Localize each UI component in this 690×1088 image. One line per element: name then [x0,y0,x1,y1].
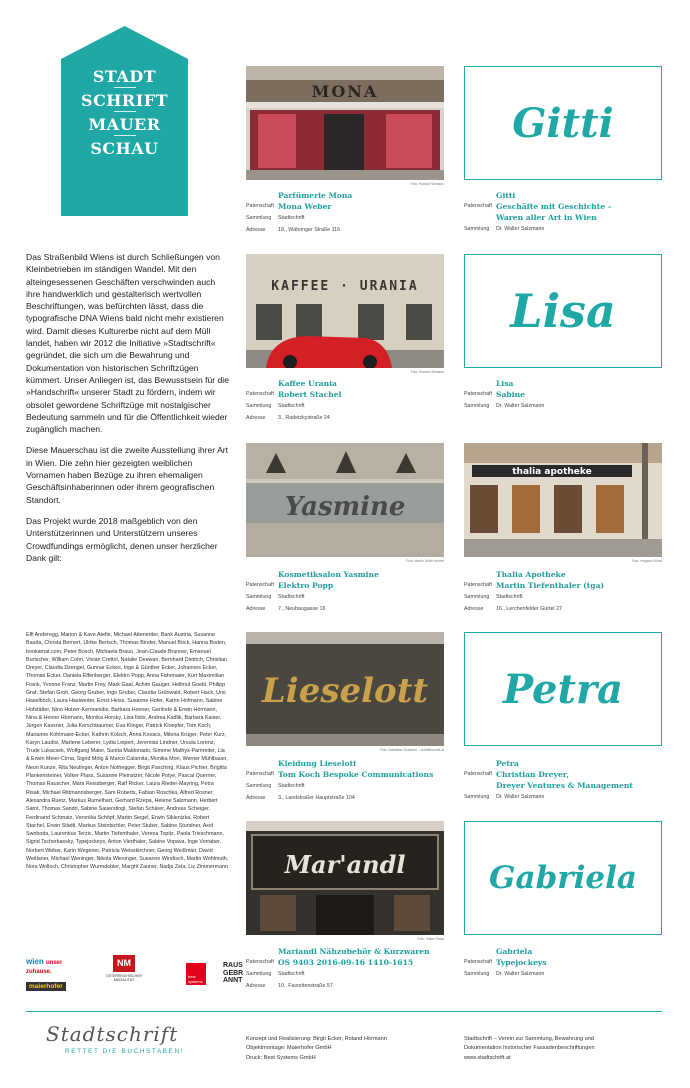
caption-kleidung-lieselott [246,758,456,804]
sammlung-value: Stadtschrift [278,403,305,409]
photo-credit: Foto: Irmgard Grössl [631,559,662,563]
adresse-value: 16., Lerchenfelder Gürtel 27 [496,606,562,612]
adresse-value: 18., Währinger Straße 116 [278,227,341,233]
nm-logo-caption: OSTERREICHISCHER MEDIALITÄT [105,974,143,982]
stadtschrift-mauerschau-badge [61,26,188,216]
thalia-storefront [464,443,662,557]
photo-credit: Foto: Sebastian Schubert – schriftmuehle.at [379,748,444,752]
caption-title: Petra [496,759,519,768]
raus-gebrannt-logo: RAUS GEBR ANNT [223,962,244,984]
patenschaft-label: Patenschaft [464,959,492,965]
badge-rule [114,111,136,112]
photo-thalia-apotheke [464,443,662,557]
adresse-label: Adresse [246,606,266,612]
svg-text:Lieselott: Lieselott [261,671,429,711]
adresse-label: Adresse [246,983,266,989]
caption-mariandl [246,946,456,992]
sammlung-label: Sammlung [464,226,490,232]
stadtschrift-logo-script: Stadtschrift [46,1022,179,1046]
footer-line: Stadtschrift – Verein zur Sammlung, Bewahrung und [464,1036,594,1042]
sammlung-value: Dr. Walter Salzmann [496,403,545,409]
footer-line[interactable]: www.stadtschrift.at [464,1054,511,1061]
adresse-label: Adresse [246,415,266,421]
patenschaft-value-line2: Dreyer Ventures & Management [496,781,633,790]
script-name: Lisa [510,284,616,338]
caption-parfuemerie-mona [246,190,446,236]
adresse-value: 3., Radetzkystraße 24 [278,415,330,421]
patenschaft-label: Patenschaft [464,582,492,588]
caption-lisa [464,378,664,412]
photo-credit: Foto: Volker Plass [417,937,444,941]
intro-paragraph: Das Straßenbild Wiens ist durch Schließungen von Kleinbetrieben im ständigen Wandel. Mit den alteingesessenen Geschäften verschwinden auch ihre handwerklich und gestalterisch wertvollen Beschriftungen, was befürchten lässt, dass die typografische DNA Wiens bald nicht mehr existieren wird. Damit dieses Kulturerbe nicht auf dem Müll landet, haben wir 2012 die Initiative »Stadtschrift« gegründet, die sich um die Bewahrung und Dokumentation von historischen Schriftzügen kümmert. Unser Anliegen ist, das Bewusstsein für die »Handschrift« unserer Stadt zu fördern, indem wir obsolet gewordene Schriftzüge mit nostalgischer Bedeutung sammeln und für die Öffentlichkeit wieder zugänglich machen. [26,252,229,435]
badge-word: STADT [92,67,157,86]
svg-text:MONA: MONA [311,82,379,101]
lieselott-sign [246,632,444,746]
caption-title: Gitti [496,191,516,200]
wien-logo-slogan: unser zuhause. [26,960,63,975]
nm-logo-mark: NM [113,955,135,972]
script-name: Gabriela [489,860,637,896]
patenschaft-value: Mona Weber [278,202,332,211]
footer-line: Druck: Best Systems GmbH [246,1054,316,1061]
patenschaft-value: Martin Tiefenthaler (tga) [496,581,605,590]
footer-line: Objektmontage: Maierhofer GmbH [246,1045,332,1052]
sammlung-label: Sammlung [464,971,490,977]
badge-rule [114,87,136,88]
photo-mariandl [246,821,444,935]
photo-credit: Foto: Roland Hörmann [410,182,444,186]
mariandl-sign [246,821,444,935]
intro-text [26,251,229,573]
sammlung-label: Sammlung [464,794,490,800]
photo-credit: Foto: Martin Ulrich Kehrer [406,559,444,563]
patenschaft-value: Robert Stachel [278,390,342,399]
caption-title: Gabriela [496,947,533,956]
svg-text:Mar'andl: Mar'andl [284,850,406,879]
namebox-gabriela [464,821,662,935]
badge-words [61,66,188,159]
sammlung-label: Sammlung [246,783,272,789]
caption-title: Thalia Apotheke [496,570,566,579]
mona-storefront [246,66,444,180]
sammlung-label: Sammlung [246,403,272,409]
svg-text:thalia apotheke: thalia apotheke [512,467,592,477]
sammlung-label: Sammlung [464,403,490,409]
caption-gitti [464,190,664,235]
adresse-value: 10., Favoritenstraße 57 [278,983,333,989]
sammlung-value: Stadtschrift [278,971,305,977]
sammlung-value: Stadtschrift [496,594,523,600]
patenschaft-label: Patenschaft [246,391,274,397]
caption-title: Mariandl Nähzubehör & Kurzwaren [278,947,430,956]
wien-logo-word: wien [26,957,44,966]
caption-title: Kaffee Urania [278,379,337,388]
best-systems-logo: best systems [186,963,206,985]
patenschaft-value: Typejockeys [496,958,547,967]
nm-logo [102,955,146,991]
caption-title: Kleidung Lieselott [278,759,357,768]
svg-text:Yasmine: Yasmine [284,492,406,522]
yasmine-sign [246,443,444,557]
namebox-gitti [464,66,662,180]
patenschaft-value: Elektro Popp [278,581,334,590]
patenschaft-label: Patenschaft [246,771,274,777]
footer-line: Dokumentation historischer Fassadenbeschriftungen [464,1045,595,1052]
sammlung-label: Sammlung [246,594,272,600]
sammlung-value: Dr. Walter Salzmann [496,226,545,232]
badge-word: SCHRIFT [81,91,168,110]
namebox-lisa [464,254,662,368]
sammlung-label: Sammlung [246,971,272,977]
footer-divider [26,1011,662,1012]
namebox-petra [464,632,662,746]
script-name: Petra [503,665,623,713]
photo-parfuemerie-mona [246,66,444,180]
supporters-list: Elfi Anderegg, Marion & Kave Atefie, Michael Attenerder, Bank Austria, Susanne Bauda, Christa Bernert, Ulrike Bertsch, Thomas Binder, Manuel Böck, Hanna Boden, bookamat.com, Peter Bosch, Michaela Braun, Jean-Claude Brunner, Emanuel Burtscher, William Cohn, Vivian Crettol, Natalie Deewan, Bernhard Dietrich, Christian Dreyer, Claudia Dzengel, Gunnar Eckes, Inge & Günther Ecker, Johannes Ecker, Thomas Ecker, Daniela Effenberger, Elektro Popp, Anna Fahrmaier, Kurt Maximilian Frank, Yvonne Franz, Martin Frey, Mark Gaal, Achim Gauger, Hellmut Goebl, Philipp Graf, Stefan Groh, Georg Gruber, Ingo Gruber, Claudia Grünwald, Robert Hack, Ursi Haselböck, Laura Hasiweder, Ernst Heiss, Susanne Hofer, Katrin Hofmann, Sabine Hofstätter, Nino Holzer-Kermanidis, Barbara Honner, Gerlinde & Erwin Hörmann, Nina & Henno Hörmann, Monika Horsky, Lisa Ilsits, Andrea Kadlik, Barbara Kaiser, Jürgen Kassner, Julia Kerschbaumer, Eva Klinger, Patrick Kloepfer, Tom Koch, Marianne Kohlmaier-Ecker, Kathrin Kölsch, Anna Kovacs, Milena Krüger, Peter Kurz, Karyn Laudisi, Marlene Leberer, Lydia Leipert, Jeremias Lindner, Ursula Lorenz, Trude Lukacsek, Wolfgang Maier, Sunita Maldonado, Simone Mathys-Parnreiter, Lia & Erwin Meier-Cirna, Sigrid Mölg & Marco Calamita, Monika Mori, Werner Mühlbauer, Neon Kunze, Rita Neulinger, Anton Nothegger, Birgit Pasching, Klaus Pichler, Brigitta Plankensteiner, Volker Plass, Susanne Pleinstzer, Nicole Potye, Pascal Querner, Thomas Rauscher, Mara Reissberger, Ralf Ricker, Laura Rieder-Mayring, Petra Risak, Michael Rittmannsberger, Sam Roberts, Fabian Roschka, Alfred Rosner, Alexandra Ruetz, Markus Rumelhart, Gerhard Rzepa, Helene Salzmann, Herbert Samt, Thomas Sandri, Sabine Sauerstingl, Stefan Schärer, Andreas Scheiger, Ferdinand Schmatz, Veronika Schöpf, Martin Siegel, Erwin Siklenizka, Robert Stachel, Erwin Städtl, Markus Steinbichler, Peter Stuber, Sabine Stundner, Axel Swoboda, Laurentius Terzic, Martin Tiefenthaler, Verena Topitz, Paola Trieschmann, Sigrid Tscherkassky, Typejockeys, Anton Vierthaler, Sabine Vopava, Inge Vorraber, Norbert Weber, Karin Wegener, Patricia Weisskirchner, Georg Weißmair, David Weitlaner, Michael Weninger, Nikola Wiesinger, Susanne Windisch, Martin Wohlmuth, Nora Wolloch, Christopher Wurmdobler, Margrit Zauner, Nadja Zela, Liz Zimmermann [26,632,229,871]
adresse-label: Adresse [246,227,266,233]
sammlung-value: Stadtschrift [278,594,305,600]
footer-association [464,1035,674,1063]
caption-petra [464,758,664,803]
sammlung-label: Sammlung [246,215,272,221]
photo-credit: Foto: Roland Hörmann [410,370,444,374]
photo-kaffee-urania [246,254,444,368]
caption-title: Parfümerie Mona [278,191,353,200]
stadtschrift-logo [46,1022,196,1055]
patenschaft-value: Sabine [496,390,525,399]
sammlung-label: Sammlung [464,594,490,600]
adresse-label: Adresse [246,795,266,801]
sammlung-value: Stadtschrift [278,215,305,221]
intro-paragraph: Diese Mauerschau ist die zweite Ausstellung ihrer Art in Wien. Die zehn hier gezeigten weiblichen Vornamen haben Bezüge zu ihren ehemaligen Geschäftsinhaberinnen oder ihrem geografischen Standort. [26,445,229,505]
footer-credits [246,1035,456,1063]
intro-paragraph: Das Projekt wurde 2018 maßgeblich von den Unterstützerinnen und Unterstützern unseres Crowdfundings ermöglicht, denen unser herzlicher Dank gilt: [26,515,218,563]
adresse-value: 7., Neubaugasse 16 [278,606,326,612]
patenschaft-value: Tom Koch Bespoke Communications [278,770,434,779]
patenschaft-value: Geschäfte mit Geschichte – [496,202,612,211]
urania-storefront [246,254,444,368]
badge-rule [114,135,136,136]
stadtschrift-tagline: RETTET DIE BUCHSTABEN! [65,1048,185,1055]
adresse-label: Adresse [464,606,484,612]
caption-title: Lisa [496,379,514,388]
patenschaft-label: Patenschaft [464,391,492,397]
badge-word: SCHAU [90,139,159,158]
sponsor-logos [26,955,244,991]
caption-kosmetiksalon-yasmine [246,569,446,615]
sammlung-value: Stadtschrift [278,783,305,789]
caption-kaffee-urania [246,378,446,424]
wien-logo [26,957,84,989]
badge-word: MAUER [88,115,161,134]
patenschaft-label: Patenschaft [464,771,492,777]
patenschaft-label: Patenschaft [246,203,274,209]
caption-thalia-apotheke [464,569,664,615]
patenschaft-value: OS 9403 2016-09-16 1410-1615 [278,958,414,967]
patenschaft-label: Patenschaft [246,582,274,588]
patenschaft-value: Christian Dreyer, [496,770,569,779]
sammlung-value: Dr. Walter Salzmann [496,971,545,977]
script-name: Gitti [512,99,614,147]
sammlung-value: Dr. Walter Salzmann [496,794,545,800]
caption-title: Kosmetiksalon Yasmine [278,570,379,579]
maierhofer-logo: maierhofer [26,982,66,991]
photo-kosmetiksalon-yasmine [246,443,444,557]
svg-text:KAFFEE · URANIA: KAFFEE · URANIA [271,279,419,294]
caption-gabriela [464,946,664,980]
photo-kleidung-lieselott [246,632,444,746]
patenschaft-label: Patenschaft [464,203,492,209]
patenschaft-label: Patenschaft [246,959,274,965]
patenschaft-value-line2: Waren aller Art in Wien [496,213,597,222]
adresse-value: 3., Landstraßer Hauptstraße 104 [278,795,355,801]
footer-line: Konzept und Realisierung: Birgit Ecker, Roland Hörmann [246,1036,387,1042]
